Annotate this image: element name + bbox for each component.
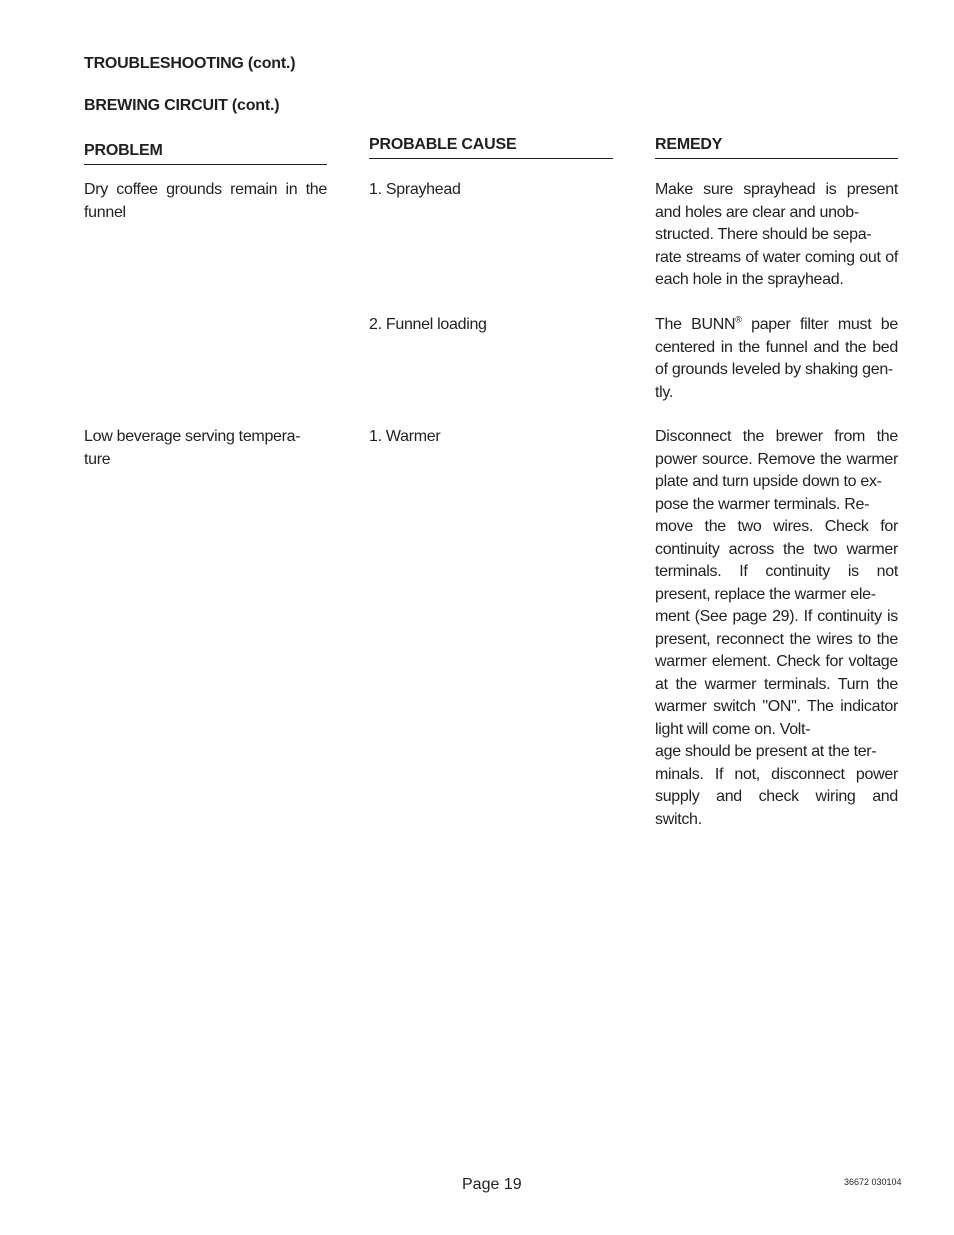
column-header-probable-cause: PROBABLE CAUSE [369,136,613,159]
remedy-funnel-loading-prefix: The BUNN [655,316,736,333]
remedy-warmer: Disconnect the brewer from the power source. Remove the warmer plate and turn upside down to ex- pose the warmer terminals. Re- move the two wires. Check for continuity across the two warmer terminals. If continuity is not present, replace the warmer ele- ment (See page 29). If continuity is present, reconnect the wires to the warmer element. Check for voltage at the warmer terminals. Turn the warmer switch "ON". The indicator light will come on. Volt- age should be present at the ter- minals. If not, disconnect power supply and check wiring and switch. [655,428,898,828]
remedy-funnel-loading [655,314,898,404]
section-title: TROUBLESHOOTING (cont.) [84,55,296,72]
page-number: Page 19 [462,1176,522,1193]
column-header-remedy: REMEDY [655,136,898,159]
problem-dry-grounds: Dry coffee grounds remain in the funnel [84,181,327,221]
remedy-funnel-loading-suffix: paper filter must be centered in the funnel and the bed of grounds leveled by shaking gen- tly. [655,316,898,401]
cause-sprayhead: 1. Sprayhead [369,181,461,198]
cause-funnel-loading: 2. Funnel loading [369,316,487,333]
cause-warmer: 1. Warmer [369,428,441,445]
remedy-sprayhead: Make sure sprayhead is present and holes are clear and unob- structed. There should be sepa- rate streams of water coming out of each hole in the sprayhead. [655,181,898,288]
subsection-title: BREWING CIRCUIT (cont.) [84,97,280,114]
registered-mark: ® [735,314,742,325]
column-header-problem: PROBLEM [84,142,327,165]
problem-low-temperature: Low beverage serving tempera- ture [84,428,301,468]
document-number: 36672 030104 [844,1177,902,1187]
